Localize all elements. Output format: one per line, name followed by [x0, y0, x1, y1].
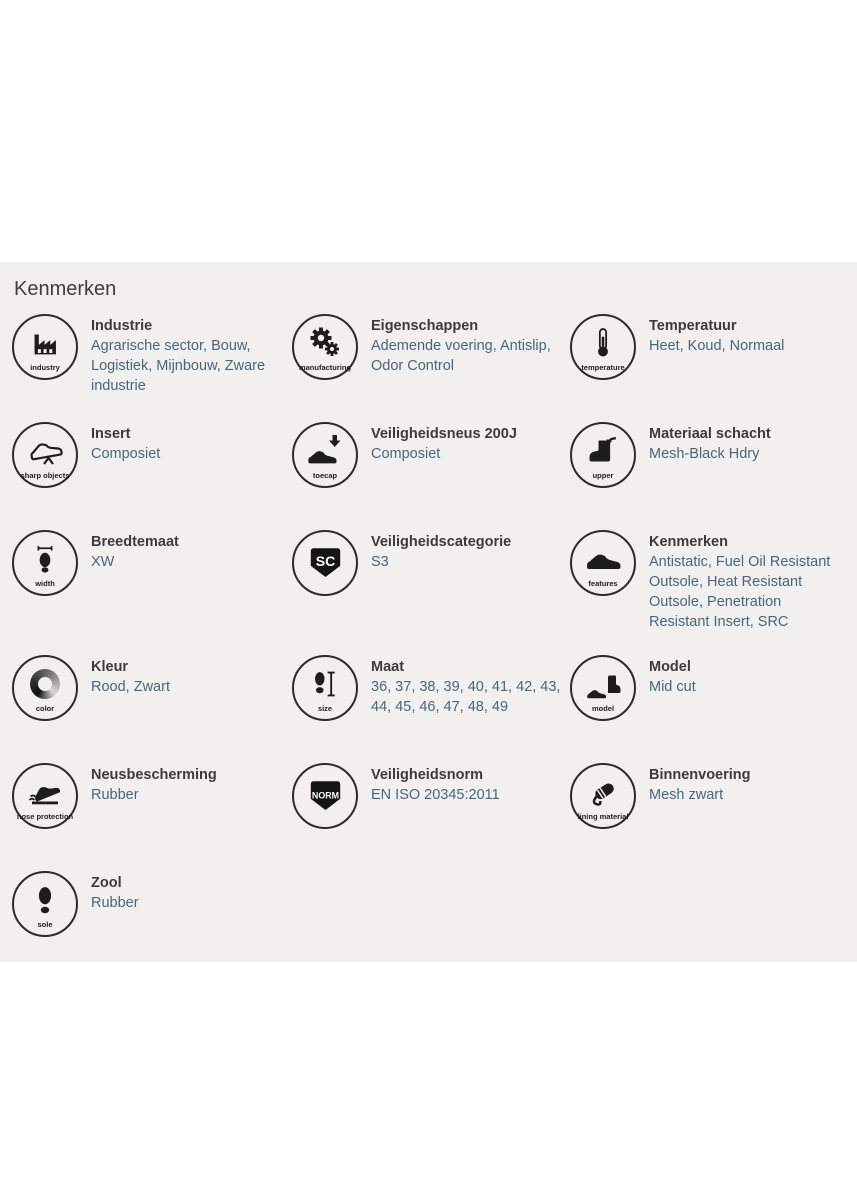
model-icon [583, 664, 623, 704]
feature-icon-circle [292, 655, 358, 721]
feature-item [292, 530, 570, 615]
feature-value: Mesh-Black Hdry [649, 446, 760, 462]
feature-title: Zool [91, 875, 122, 891]
feature-item [570, 314, 845, 399]
feature-value: Composiet [371, 446, 441, 462]
feature-item [12, 655, 292, 740]
feature-icon-circle [570, 422, 636, 488]
feature-icon-circle [292, 530, 358, 596]
features-icon [582, 538, 624, 580]
feature-icon-label: manufacturing [298, 363, 352, 373]
feature-icon-label: temperature [581, 363, 625, 373]
feature-icon-label: industry [30, 363, 60, 373]
feature-icon-circle [12, 314, 78, 380]
feature-value: Composiet [91, 446, 161, 462]
feature-value: 36, 37, 38, 39, 40, 41, 42, 43, 44, 45, 46, 47, 48, 49 [371, 679, 561, 715]
sole-icon [26, 881, 64, 919]
feature-title: Materiaal schacht [649, 426, 771, 442]
feature-value: EN ISO 20345:2011 [371, 787, 500, 803]
width-icon [26, 540, 64, 578]
feature-icon-label: nose protection [16, 812, 74, 822]
feature-icon-label: size [317, 704, 333, 714]
feature-value: Rubber [91, 787, 139, 803]
feature-value: Ademende voering, Antislip, Odor Control [371, 338, 551, 374]
feature-item [570, 422, 845, 507]
feature-icon-circle [12, 655, 78, 721]
nose-protection-icon [25, 772, 65, 812]
lining-material-icon [584, 773, 622, 811]
norm-icon [302, 773, 349, 820]
feature-icon-circle [570, 763, 636, 829]
feature-icon-circle [570, 530, 636, 596]
feature-value: Rood, Zwart [91, 679, 170, 695]
feature-icon-circle [292, 763, 358, 829]
size-icon [306, 665, 344, 703]
feature-icon-label: lining material [577, 812, 629, 822]
feature-icon-circle [12, 530, 78, 596]
feature-value: Heet, Koud, Normaal [649, 338, 785, 354]
feature-icon-label: sharp objects [20, 471, 70, 481]
feature-icon-circle [12, 871, 78, 937]
feature-title: Temperatuur [649, 318, 737, 334]
shield-badge-text: NORM [311, 789, 339, 800]
feature-item [570, 655, 845, 740]
section-title: Kenmerken [14, 278, 117, 300]
feature-item [12, 314, 292, 399]
feature-icon-circle [292, 422, 358, 488]
feature-title: Maat [371, 659, 405, 675]
safety-category-icon [302, 540, 349, 587]
feature-icon-circle [12, 422, 78, 488]
feature-icon-label: upper [592, 471, 614, 481]
feature-title: Neusbescherming [91, 767, 217, 783]
feature-item [292, 422, 570, 507]
feature-title: Kenmerken [649, 534, 728, 550]
feature-icon-circle [12, 763, 78, 829]
feature-title: Model [649, 659, 691, 675]
feature-title: Binnenvoering [649, 767, 751, 783]
feature-icon-label: sole [37, 920, 53, 930]
feature-title: Industrie [91, 318, 153, 334]
feature-title: Insert [91, 426, 131, 442]
feature-icon-label: features [588, 579, 618, 589]
temperature-icon [585, 325, 621, 361]
feature-title: Eigenschappen [371, 318, 479, 334]
feature-value: S3 [371, 554, 389, 570]
sharp-objects-icon [25, 431, 65, 471]
industry-icon [26, 324, 64, 362]
feature-title: Veiligheidsneus 200J [371, 426, 517, 442]
feature-value: Mesh zwart [649, 787, 724, 803]
feature-icon-label: width [35, 579, 55, 589]
feature-value: Mid cut [649, 679, 696, 695]
feature-item [292, 763, 570, 848]
color-icon [30, 669, 60, 699]
feature-icon-label: color [35, 704, 55, 714]
feature-icon-label: model [591, 704, 615, 714]
feature-value: Agrarische sector, Bouw, Logistiek, Mijnbouw, Zware industrie [91, 338, 266, 394]
kenmerken-panel [0, 262, 857, 962]
upper-icon [584, 432, 622, 470]
feature-item [12, 871, 292, 956]
feature-icon-circle [570, 655, 636, 721]
feature-title: Kleur [91, 659, 129, 675]
feature-title: Veiligheidsnorm [371, 767, 483, 783]
feature-icon-circle [570, 314, 636, 380]
feature-title: Breedtemaat [91, 534, 179, 550]
manufacturing-icon [305, 323, 345, 363]
feature-item [12, 422, 292, 507]
feature-item [570, 530, 845, 632]
feature-item [12, 530, 292, 615]
feature-item [292, 314, 570, 399]
features-grid [12, 314, 845, 956]
toecap-icon [305, 431, 345, 471]
feature-icon-label: toecap [312, 471, 338, 481]
feature-value: XW [91, 554, 115, 570]
feature-item [292, 655, 570, 740]
feature-item [12, 763, 292, 848]
feature-value: Antistatic, Fuel Oil Resistant Outsole, Heat Resistant Outsole, Penetration Resistant Insert, SRC [649, 554, 831, 630]
feature-icon-circle [292, 314, 358, 380]
feature-value: Rubber [91, 895, 139, 911]
shield-badge-text: SC [315, 552, 335, 569]
feature-title: Veiligheidscategorie [371, 534, 512, 550]
feature-item [570, 763, 845, 848]
